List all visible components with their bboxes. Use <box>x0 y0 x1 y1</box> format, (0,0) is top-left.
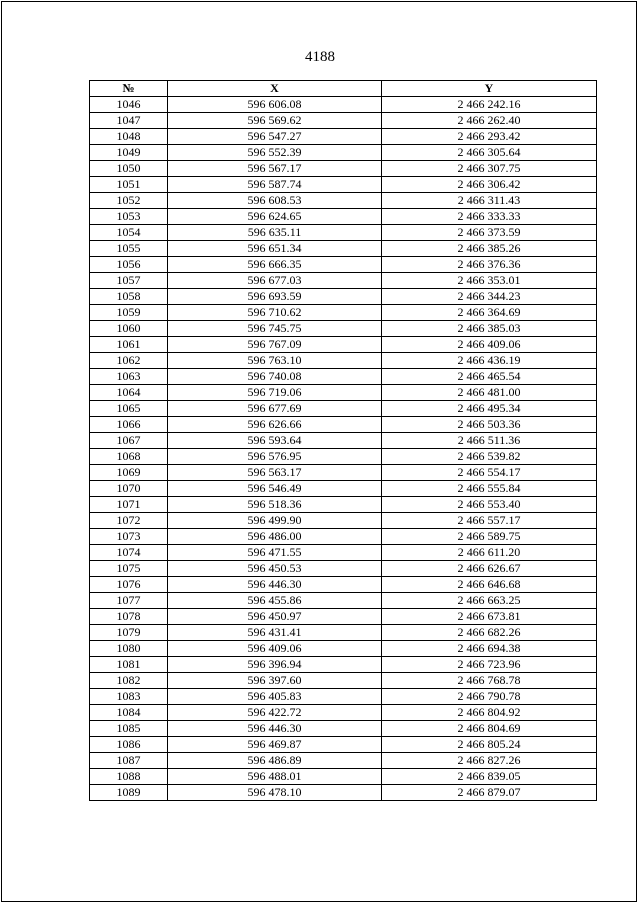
table-row <box>90 593 597 609</box>
table-row <box>90 753 597 769</box>
x-coordinate-cell: 596 567.17 <box>168 161 382 177</box>
table-row <box>90 417 597 433</box>
table-row <box>90 625 597 641</box>
table-row <box>90 481 597 497</box>
row-number-cell: 1061 <box>90 337 168 353</box>
table-body <box>90 97 597 801</box>
y-coordinate-cell: 2 466 553.40 <box>382 497 597 513</box>
table-row <box>90 209 597 225</box>
row-number-cell: 1085 <box>90 721 168 737</box>
table-row <box>90 289 597 305</box>
x-coordinate-cell: 596 693.59 <box>168 289 382 305</box>
row-number-cell: 1071 <box>90 497 168 513</box>
y-coordinate-cell: 2 466 293.42 <box>382 129 597 145</box>
table-row <box>90 257 597 273</box>
row-number-cell: 1055 <box>90 241 168 257</box>
x-coordinate-cell: 596 626.66 <box>168 417 382 433</box>
x-coordinate-cell: 596 719.06 <box>168 385 382 401</box>
y-coordinate-cell: 2 466 409.06 <box>382 337 597 353</box>
x-coordinate-cell: 596 422.72 <box>168 705 382 721</box>
row-number-cell: 1053 <box>90 209 168 225</box>
row-number-cell: 1064 <box>90 385 168 401</box>
table-row <box>90 177 597 193</box>
y-coordinate-cell: 2 466 555.84 <box>382 481 597 497</box>
header-number: № <box>90 81 168 97</box>
x-coordinate-cell: 596 767.09 <box>168 337 382 353</box>
y-coordinate-cell: 2 466 307.75 <box>382 161 597 177</box>
header-x: X <box>168 81 382 97</box>
table-row <box>90 305 597 321</box>
table-row <box>90 673 597 689</box>
table-row <box>90 385 597 401</box>
x-coordinate-cell: 596 446.30 <box>168 577 382 593</box>
y-coordinate-cell: 2 466 344.23 <box>382 289 597 305</box>
table-row <box>90 641 597 657</box>
x-coordinate-cell: 596 635.11 <box>168 225 382 241</box>
row-number-cell: 1069 <box>90 465 168 481</box>
table-row <box>90 113 597 129</box>
x-coordinate-cell: 596 576.95 <box>168 449 382 465</box>
x-coordinate-cell: 596 593.64 <box>168 433 382 449</box>
table-row <box>90 657 597 673</box>
x-coordinate-cell: 596 446.30 <box>168 721 382 737</box>
row-number-cell: 1048 <box>90 129 168 145</box>
x-coordinate-cell: 596 499.90 <box>168 513 382 529</box>
row-number-cell: 1074 <box>90 545 168 561</box>
x-coordinate-cell: 596 471.55 <box>168 545 382 561</box>
x-coordinate-cell: 596 488.01 <box>168 769 382 785</box>
y-coordinate-cell: 2 466 626.67 <box>382 561 597 577</box>
table-row <box>90 129 597 145</box>
table-header-row <box>90 81 597 97</box>
table-row <box>90 145 597 161</box>
x-coordinate-cell: 596 745.75 <box>168 321 382 337</box>
row-number-cell: 1057 <box>90 273 168 289</box>
x-coordinate-cell: 596 763.10 <box>168 353 382 369</box>
x-coordinate-cell: 596 624.65 <box>168 209 382 225</box>
y-coordinate-cell: 2 466 305.64 <box>382 145 597 161</box>
y-coordinate-cell: 2 466 262.40 <box>382 113 597 129</box>
x-coordinate-cell: 596 469.87 <box>168 737 382 753</box>
row-number-cell: 1054 <box>90 225 168 241</box>
table-row <box>90 337 597 353</box>
y-coordinate-cell: 2 466 385.03 <box>382 321 597 337</box>
y-coordinate-cell: 2 466 827.26 <box>382 753 597 769</box>
x-coordinate-cell: 596 552.39 <box>168 145 382 161</box>
row-number-cell: 1079 <box>90 625 168 641</box>
row-number-cell: 1049 <box>90 145 168 161</box>
row-number-cell: 1046 <box>90 97 168 113</box>
x-coordinate-cell: 596 409.06 <box>168 641 382 657</box>
x-coordinate-cell: 596 606.08 <box>168 97 382 113</box>
x-coordinate-cell: 596 486.00 <box>168 529 382 545</box>
x-coordinate-cell: 596 486.89 <box>168 753 382 769</box>
y-coordinate-cell: 2 466 465.54 <box>382 369 597 385</box>
y-coordinate-cell: 2 466 436.19 <box>382 353 597 369</box>
row-number-cell: 1062 <box>90 353 168 369</box>
row-number-cell: 1087 <box>90 753 168 769</box>
table-row <box>90 705 597 721</box>
row-number-cell: 1082 <box>90 673 168 689</box>
y-coordinate-cell: 2 466 503.36 <box>382 417 597 433</box>
y-coordinate-cell: 2 466 373.59 <box>382 225 597 241</box>
x-coordinate-cell: 596 450.53 <box>168 561 382 577</box>
y-coordinate-cell: 2 466 804.92 <box>382 705 597 721</box>
row-number-cell: 1086 <box>90 737 168 753</box>
x-coordinate-cell: 596 740.08 <box>168 369 382 385</box>
table-row <box>90 465 597 481</box>
x-coordinate-cell: 596 478.10 <box>168 785 382 801</box>
row-number-cell: 1050 <box>90 161 168 177</box>
row-number-cell: 1047 <box>90 113 168 129</box>
y-coordinate-cell: 2 466 353.01 <box>382 273 597 289</box>
table-row <box>90 193 597 209</box>
table-row <box>90 577 597 593</box>
y-coordinate-cell: 2 466 879.07 <box>382 785 597 801</box>
row-number-cell: 1068 <box>90 449 168 465</box>
row-number-cell: 1070 <box>90 481 168 497</box>
y-coordinate-cell: 2 466 611.20 <box>382 545 597 561</box>
x-coordinate-cell: 596 677.69 <box>168 401 382 417</box>
y-coordinate-cell: 2 466 495.34 <box>382 401 597 417</box>
x-coordinate-cell: 596 518.36 <box>168 497 382 513</box>
table-row <box>90 721 597 737</box>
x-coordinate-cell: 596 397.60 <box>168 673 382 689</box>
table-row <box>90 689 597 705</box>
y-coordinate-cell: 2 466 589.75 <box>382 529 597 545</box>
row-number-cell: 1075 <box>90 561 168 577</box>
row-number-cell: 1072 <box>90 513 168 529</box>
x-coordinate-cell: 596 587.74 <box>168 177 382 193</box>
x-coordinate-cell: 596 569.62 <box>168 113 382 129</box>
row-number-cell: 1059 <box>90 305 168 321</box>
y-coordinate-cell: 2 466 839.05 <box>382 769 597 785</box>
y-coordinate-cell: 2 466 554.17 <box>382 465 597 481</box>
y-coordinate-cell: 2 466 333.33 <box>382 209 597 225</box>
x-coordinate-cell: 596 405.83 <box>168 689 382 705</box>
row-number-cell: 1080 <box>90 641 168 657</box>
x-coordinate-cell: 596 666.35 <box>168 257 382 273</box>
y-coordinate-cell: 2 466 242.16 <box>382 97 597 113</box>
row-number-cell: 1078 <box>90 609 168 625</box>
table-row <box>90 449 597 465</box>
table-row <box>90 545 597 561</box>
y-coordinate-cell: 2 466 694.38 <box>382 641 597 657</box>
row-number-cell: 1077 <box>90 593 168 609</box>
x-coordinate-cell: 596 431.41 <box>168 625 382 641</box>
row-number-cell: 1052 <box>90 193 168 209</box>
row-number-cell: 1058 <box>90 289 168 305</box>
row-number-cell: 1076 <box>90 577 168 593</box>
y-coordinate-cell: 2 466 557.17 <box>382 513 597 529</box>
table-row <box>90 273 597 289</box>
row-number-cell: 1051 <box>90 177 168 193</box>
x-coordinate-cell: 596 710.62 <box>168 305 382 321</box>
row-number-cell: 1073 <box>90 529 168 545</box>
y-coordinate-cell: 2 466 723.96 <box>382 657 597 673</box>
y-coordinate-cell: 2 466 364.69 <box>382 305 597 321</box>
row-number-cell: 1060 <box>90 321 168 337</box>
x-coordinate-cell: 596 651.34 <box>168 241 382 257</box>
x-coordinate-cell: 596 677.03 <box>168 273 382 289</box>
row-number-cell: 1065 <box>90 401 168 417</box>
row-number-cell: 1066 <box>90 417 168 433</box>
page-number: 4188 <box>305 49 335 65</box>
y-coordinate-cell: 2 466 768.78 <box>382 673 597 689</box>
x-coordinate-cell: 596 455.86 <box>168 593 382 609</box>
row-number-cell: 1081 <box>90 657 168 673</box>
x-coordinate-cell: 596 547.27 <box>168 129 382 145</box>
table-row <box>90 433 597 449</box>
table-row <box>90 241 597 257</box>
coordinates-table <box>89 80 597 801</box>
table-row <box>90 321 597 337</box>
row-number-cell: 1084 <box>90 705 168 721</box>
header-y: Y <box>382 81 597 97</box>
y-coordinate-cell: 2 466 673.81 <box>382 609 597 625</box>
y-coordinate-cell: 2 466 539.82 <box>382 449 597 465</box>
row-number-cell: 1056 <box>90 257 168 273</box>
table-row <box>90 369 597 385</box>
table-row <box>90 161 597 177</box>
table-row <box>90 769 597 785</box>
table-row <box>90 561 597 577</box>
table-row <box>90 513 597 529</box>
y-coordinate-cell: 2 466 663.25 <box>382 593 597 609</box>
row-number-cell: 1083 <box>90 689 168 705</box>
table-row <box>90 785 597 801</box>
table-row <box>90 97 597 113</box>
row-number-cell: 1067 <box>90 433 168 449</box>
table-row <box>90 529 597 545</box>
row-number-cell: 1089 <box>90 785 168 801</box>
y-coordinate-cell: 2 466 511.36 <box>382 433 597 449</box>
table-row <box>90 225 597 241</box>
x-coordinate-cell: 596 396.94 <box>168 657 382 673</box>
table-row <box>90 353 597 369</box>
y-coordinate-cell: 2 466 682.26 <box>382 625 597 641</box>
row-number-cell: 1088 <box>90 769 168 785</box>
y-coordinate-cell: 2 466 646.68 <box>382 577 597 593</box>
y-coordinate-cell: 2 466 376.36 <box>382 257 597 273</box>
y-coordinate-cell: 2 466 385.26 <box>382 241 597 257</box>
table-row <box>90 737 597 753</box>
x-coordinate-cell: 596 608.53 <box>168 193 382 209</box>
x-coordinate-cell: 596 450.97 <box>168 609 382 625</box>
y-coordinate-cell: 2 466 804.69 <box>382 721 597 737</box>
table-row <box>90 609 597 625</box>
y-coordinate-cell: 2 466 306.42 <box>382 177 597 193</box>
x-coordinate-cell: 596 546.49 <box>168 481 382 497</box>
row-number-cell: 1063 <box>90 369 168 385</box>
y-coordinate-cell: 2 466 790.78 <box>382 689 597 705</box>
y-coordinate-cell: 2 466 311.43 <box>382 193 597 209</box>
x-coordinate-cell: 596 563.17 <box>168 465 382 481</box>
y-coordinate-cell: 2 466 481.00 <box>382 385 597 401</box>
y-coordinate-cell: 2 466 805.24 <box>382 737 597 753</box>
table-row <box>90 497 597 513</box>
table-row <box>90 401 597 417</box>
